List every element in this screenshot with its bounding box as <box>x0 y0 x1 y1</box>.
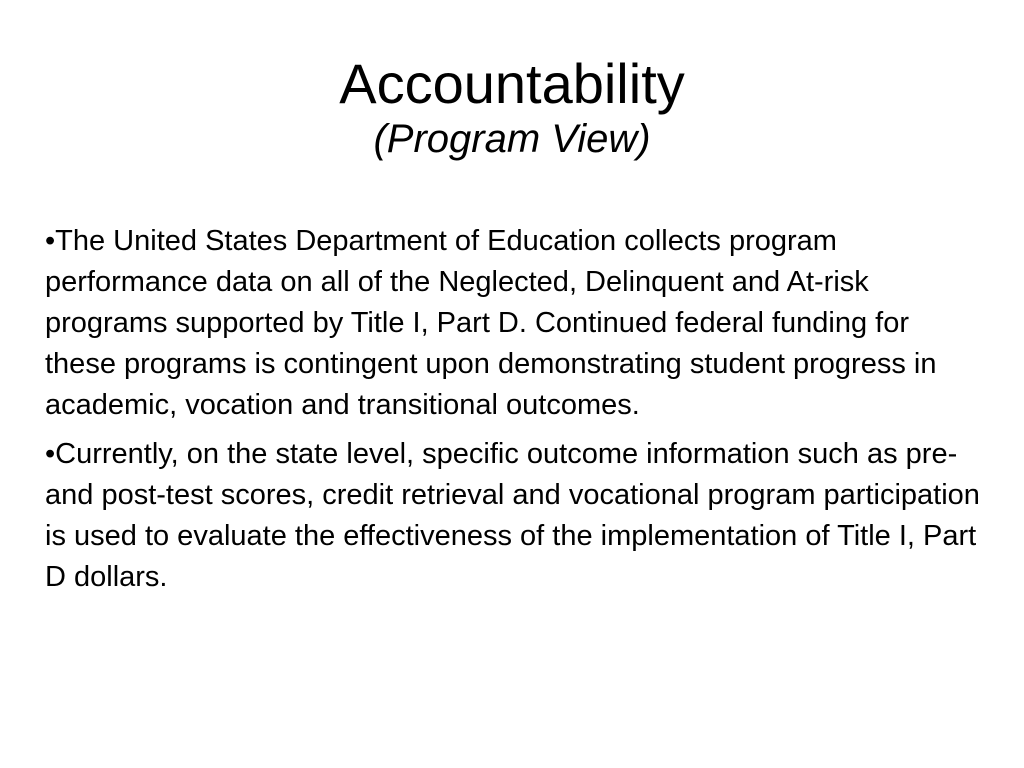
slide-body <box>45 221 985 606</box>
slide-subtitle: (Program View) <box>373 117 651 161</box>
slide-title: Accountability <box>339 52 685 115</box>
bullet-item: •The United States Department of Education collects program performance data on all of the Neglected, Delinquent and At-risk programs supported by Title I, Part D. Continued federal funding for these programs is contingent upon demonstrating student progress in academic, vocation and transitional outcomes. <box>45 225 937 421</box>
bullet-item: •Currently, on the state level, specific outcome information such as pre- and post-test scores, credit retrieval and vocational program participation is used to evaluate the effectiveness of the implementation of Title I, Part D dollars. <box>45 438 980 593</box>
title-block <box>0 52 1024 162</box>
